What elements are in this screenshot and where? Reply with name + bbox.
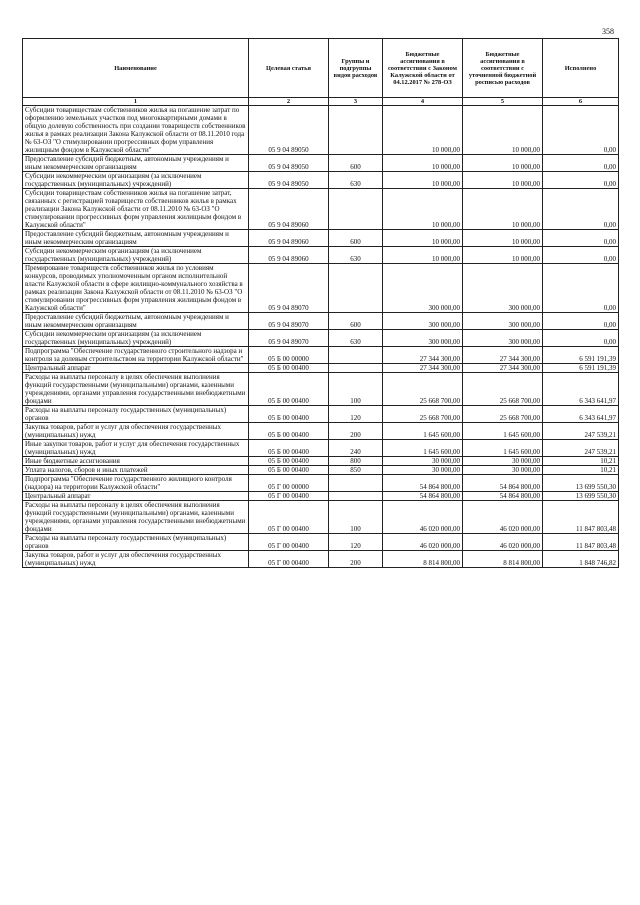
- row-target-code-cell: 05 Б 00 00400: [249, 466, 329, 475]
- row-name-cell: Субсидии некоммерческим организациям (за исключением государственных (муниципальных) учреждений): [23, 172, 249, 189]
- row-executed-cell: 6 343 641,97: [543, 373, 619, 406]
- table-row: [23, 313, 619, 330]
- row-group-cell: 630: [329, 330, 383, 347]
- row-budget-refined-cell: 25 668 700,00: [463, 406, 543, 423]
- row-budget-refined-cell: 10 000,00: [463, 230, 543, 247]
- table-row: [23, 247, 619, 264]
- row-target-code-cell: 05 9 04 89060: [249, 247, 329, 264]
- row-name-cell: Расходы на выплаты персоналу государственных (муниципальных) органов: [23, 406, 249, 423]
- row-target-code-cell: 05 Б 00 00400: [249, 457, 329, 466]
- row-target-code-cell: 05 Б 00 00400: [249, 373, 329, 406]
- table-row: [23, 330, 619, 347]
- row-group-cell: [329, 475, 383, 492]
- column-number: 6: [543, 98, 619, 106]
- header-name: Наименование: [23, 39, 249, 98]
- table-row: [23, 551, 619, 568]
- row-name-cell: Предоставление субсидий бюджетным, автономным учреждениям и иным некоммерческим организациям: [23, 155, 249, 172]
- row-group-cell: 600: [329, 230, 383, 247]
- row-budget-law-cell: 10 000,00: [383, 189, 463, 230]
- row-target-code-cell: 05 Г 00 00000: [249, 475, 329, 492]
- table-row: [23, 466, 619, 475]
- row-name-cell: Центральный аппарат: [23, 364, 249, 373]
- row-executed-cell: 6 591 191,39: [543, 364, 619, 373]
- row-budget-refined-cell: 1 645 600,00: [463, 423, 543, 440]
- row-executed-cell: 13 699 550,30: [543, 475, 619, 492]
- row-name-cell: Иные бюджетные ассигнования: [23, 457, 249, 466]
- row-budget-law-cell: 25 668 700,00: [383, 373, 463, 406]
- row-group-cell: 200: [329, 423, 383, 440]
- row-budget-refined-cell: 54 864 800,00: [463, 475, 543, 492]
- row-executed-cell: 6 591 191,39: [543, 347, 619, 364]
- row-name-cell: Расходы на выплаты персоналу государственных (муниципальных) органов: [23, 534, 249, 551]
- column-number-row: [23, 98, 619, 106]
- row-target-code-cell: 05 Г 00 00400: [249, 551, 329, 568]
- row-executed-cell: 10,21: [543, 466, 619, 475]
- header-budget-law: Бюджетные ассигнования в соответствии с Законом Калужской области от 04.12.2017 № 278-ОЗ: [383, 39, 463, 98]
- row-name-cell: Предоставление субсидий бюджетным, автономным учреждениям и иным некоммерческим организациям: [23, 230, 249, 247]
- row-group-cell: 600: [329, 313, 383, 330]
- row-budget-law-cell: 300 000,00: [383, 264, 463, 313]
- row-name-cell: Субсидии товариществам собственников жилья на погашение затрат, связанных с регистрацией товариществ собственников жилья в рамках реализации Закона Калужской области от 08.11.2010 № 63-ОЗ "О стимулировании прогрессивных форм управления жилищным фондом в Калужской области": [23, 189, 249, 230]
- row-budget-law-cell: 30 000,00: [383, 466, 463, 475]
- table-row: [23, 230, 619, 247]
- column-number: 2: [249, 98, 329, 106]
- table-row: [23, 106, 619, 155]
- row-name-cell: Иные закупки товаров, работ и услуг для обеспечения государственных (муниципальных) нужд: [23, 440, 249, 457]
- row-target-code-cell: 05 Б 00 00400: [249, 440, 329, 457]
- row-name-cell: Субсидии некоммерческим организациям (за исключением государственных (муниципальных) учреждений): [23, 330, 249, 347]
- row-group-cell: 600: [329, 155, 383, 172]
- row-target-code-cell: 05 Г 00 00400: [249, 534, 329, 551]
- table-row: [23, 501, 619, 534]
- table-body: [23, 106, 619, 568]
- row-budget-refined-cell: 300 000,00: [463, 313, 543, 330]
- row-group-cell: [329, 189, 383, 230]
- row-executed-cell: 0,00: [543, 172, 619, 189]
- row-budget-refined-cell: 10 000,00: [463, 155, 543, 172]
- row-group-cell: 240: [329, 440, 383, 457]
- row-budget-law-cell: 46 020 000,00: [383, 534, 463, 551]
- row-executed-cell: 0,00: [543, 155, 619, 172]
- row-budget-refined-cell: 1 645 600,00: [463, 440, 543, 457]
- row-name-cell: Подпрограмма "Обеспечение государственного строительного надзора и контроля за долевым строительством на территории Калужской области": [23, 347, 249, 364]
- row-budget-law-cell: 10 000,00: [383, 247, 463, 264]
- row-name-cell: Субсидии товариществам собственников жилья на погашение затрат по оформлению земельных участков под многоквартирными домами в общую долевую собственность при создании товариществ собственников жилья в рамках реализации Закона Калужской области от 08.11.2010 года № 63-ОЗ "О стимулировании прогрессивных форм управления жилищным фондом в Калужской области": [23, 106, 249, 155]
- row-budget-law-cell: 30 000,00: [383, 457, 463, 466]
- table-header-row: [23, 39, 619, 98]
- table-row: [23, 440, 619, 457]
- row-executed-cell: 0,00: [543, 330, 619, 347]
- row-group-cell: 120: [329, 406, 383, 423]
- row-name-cell: Субсидии некоммерческим организациям (за исключением государственных (муниципальных) учреждений): [23, 247, 249, 264]
- header-target: Целевая статья: [249, 39, 329, 98]
- row-group-cell: [329, 364, 383, 373]
- row-target-code-cell: 05 Б 00 00000: [249, 347, 329, 364]
- row-name-cell: Расходы на выплаты персоналу в целях обеспечения выполнения функций государственными (муниципальными) органами, казенными учреждениями, органами управления государственными внебюджетными фондами: [23, 373, 249, 406]
- row-name-cell: Предоставление субсидий бюджетным, автономным учреждениям и иным некоммерческим организациям: [23, 313, 249, 330]
- column-number: 4: [383, 98, 463, 106]
- header-executed: Исполнено: [543, 39, 619, 98]
- row-target-code-cell: 05 9 04 89060: [249, 189, 329, 230]
- row-group-cell: [329, 347, 383, 364]
- row-group-cell: 800: [329, 457, 383, 466]
- row-group-cell: [329, 264, 383, 313]
- row-budget-refined-cell: 54 864 800,00: [463, 492, 543, 501]
- table-row: [23, 373, 619, 406]
- row-name-cell: Подпрограмма "Обеспечение государственного жилищного контроля (надзора) на территории Калужской области": [23, 475, 249, 492]
- row-name-cell: Центральный аппарат: [23, 492, 249, 501]
- row-name-cell: Закупка товаров, работ и услуг для обеспечения государственных (муниципальных) нужд: [23, 423, 249, 440]
- row-budget-refined-cell: 300 000,00: [463, 264, 543, 313]
- row-executed-cell: 10,21: [543, 457, 619, 466]
- row-budget-refined-cell: 46 020 000,00: [463, 501, 543, 534]
- row-executed-cell: 0,00: [543, 106, 619, 155]
- row-target-code-cell: 05 9 04 89050: [249, 172, 329, 189]
- column-number: 3: [329, 98, 383, 106]
- row-name-cell: Премирование товариществ собственников жилья по условиям конкурсов, проводимых уполномоченным органом исполнительной власти Калужской области в сфере жилищно-коммунального хозяйства в рамках реализации Закона Калужской области от 08.11.2010 № 63-ОЗ "О стимулировании прогрессивных форм управления жилищным фондом в Калужской области": [23, 264, 249, 313]
- table-row: [23, 189, 619, 230]
- header-group: Группы и подгруппы видов расходов: [329, 39, 383, 98]
- row-executed-cell: 0,00: [543, 313, 619, 330]
- row-budget-law-cell: 1 645 600,00: [383, 423, 463, 440]
- table-row: [23, 406, 619, 423]
- table-row: [23, 457, 619, 466]
- row-executed-cell: 1 848 746,82: [543, 551, 619, 568]
- row-budget-refined-cell: 27 344 300,00: [463, 347, 543, 364]
- table-row: [23, 264, 619, 313]
- row-budget-law-cell: 300 000,00: [383, 330, 463, 347]
- row-budget-refined-cell: 10 000,00: [463, 247, 543, 264]
- row-budget-law-cell: 54 864 800,00: [383, 492, 463, 501]
- row-budget-law-cell: 25 668 700,00: [383, 406, 463, 423]
- row-name-cell: Уплата налогов, сборов и иных платежей: [23, 466, 249, 475]
- row-budget-refined-cell: 25 668 700,00: [463, 373, 543, 406]
- row-target-code-cell: 05 Б 00 00400: [249, 406, 329, 423]
- row-executed-cell: 11 847 803,48: [543, 534, 619, 551]
- row-budget-law-cell: 27 344 300,00: [383, 364, 463, 373]
- row-target-code-cell: 05 Б 00 00400: [249, 364, 329, 373]
- row-group-cell: 200: [329, 551, 383, 568]
- row-budget-law-cell: 300 000,00: [383, 313, 463, 330]
- row-budget-refined-cell: 8 814 800,00: [463, 551, 543, 568]
- table-row: [23, 423, 619, 440]
- row-budget-law-cell: 10 000,00: [383, 155, 463, 172]
- row-budget-law-cell: 8 814 800,00: [383, 551, 463, 568]
- column-number: 1: [23, 98, 249, 106]
- row-group-cell: 850: [329, 466, 383, 475]
- row-group-cell: 630: [329, 172, 383, 189]
- row-target-code-cell: 05 9 04 89050: [249, 155, 329, 172]
- row-target-code-cell: 05 9 04 89070: [249, 330, 329, 347]
- row-executed-cell: 6 343 641,97: [543, 406, 619, 423]
- table-row: [23, 172, 619, 189]
- row-budget-law-cell: 27 344 300,00: [383, 347, 463, 364]
- row-budget-law-cell: 10 000,00: [383, 106, 463, 155]
- row-executed-cell: 247 539,21: [543, 440, 619, 457]
- row-target-code-cell: 05 9 04 89050: [249, 106, 329, 155]
- row-executed-cell: 0,00: [543, 264, 619, 313]
- row-budget-refined-cell: 30 000,00: [463, 457, 543, 466]
- row-budget-refined-cell: 27 344 300,00: [463, 364, 543, 373]
- row-budget-law-cell: 10 000,00: [383, 172, 463, 189]
- row-group-cell: 630: [329, 247, 383, 264]
- row-target-code-cell: 05 Б 00 00400: [249, 423, 329, 440]
- row-budget-law-cell: 46 020 000,00: [383, 501, 463, 534]
- row-budget-law-cell: 54 864 800,00: [383, 475, 463, 492]
- row-executed-cell: 247 539,21: [543, 423, 619, 440]
- column-number: 5: [463, 98, 543, 106]
- table-row: [23, 492, 619, 501]
- row-name-cell: Расходы на выплаты персоналу в целях обеспечения выполнения функций государственными (муниципальными) органами, казенными учреждениями, органами управления государственными внебюджетными фондами: [23, 501, 249, 534]
- row-executed-cell: 13 699 550,30: [543, 492, 619, 501]
- row-budget-refined-cell: 10 000,00: [463, 189, 543, 230]
- row-group-cell: 120: [329, 534, 383, 551]
- row-target-code-cell: 05 9 04 89070: [249, 264, 329, 313]
- page-number: 358: [602, 27, 614, 36]
- row-group-cell: 100: [329, 501, 383, 534]
- header-budget-refined: Бюджетные ассигнования в соответствии с уточненной бюджетной росписью расходов: [463, 39, 543, 98]
- table-row: [23, 475, 619, 492]
- table-row: [23, 534, 619, 551]
- row-name-cell: Закупка товаров, работ и услуг для обеспечения государственных (муниципальных) нужд: [23, 551, 249, 568]
- row-executed-cell: 11 847 803,48: [543, 501, 619, 534]
- row-group-cell: [329, 492, 383, 501]
- budget-table: [22, 38, 619, 568]
- row-target-code-cell: 05 Г 00 00400: [249, 501, 329, 534]
- row-group-cell: 100: [329, 373, 383, 406]
- table-row: [23, 347, 619, 364]
- row-target-code-cell: 05 Г 00 00400: [249, 492, 329, 501]
- row-budget-refined-cell: 10 000,00: [463, 106, 543, 155]
- row-group-cell: [329, 106, 383, 155]
- row-executed-cell: 0,00: [543, 247, 619, 264]
- table-row: [23, 364, 619, 373]
- row-budget-law-cell: 1 645 600,00: [383, 440, 463, 457]
- row-budget-refined-cell: 30 000,00: [463, 466, 543, 475]
- row-budget-refined-cell: 10 000,00: [463, 172, 543, 189]
- row-target-code-cell: 05 9 04 89060: [249, 230, 329, 247]
- row-executed-cell: 0,00: [543, 189, 619, 230]
- row-target-code-cell: 05 9 04 89070: [249, 313, 329, 330]
- row-executed-cell: 0,00: [543, 230, 619, 247]
- row-budget-refined-cell: 300 000,00: [463, 330, 543, 347]
- row-budget-law-cell: 10 000,00: [383, 230, 463, 247]
- row-budget-refined-cell: 46 020 000,00: [463, 534, 543, 551]
- table-row: [23, 155, 619, 172]
